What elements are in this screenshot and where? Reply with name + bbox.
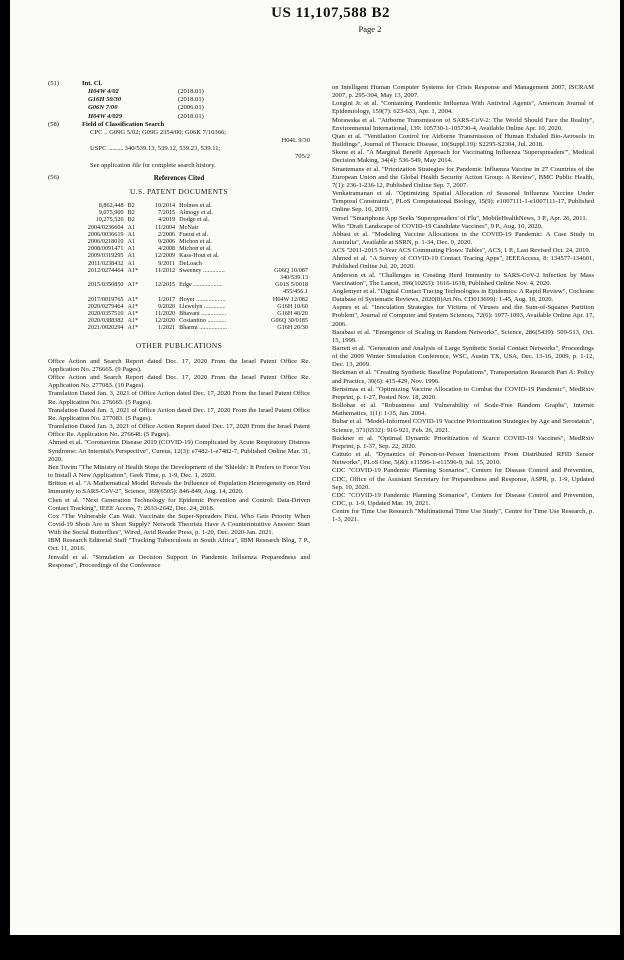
int-cl-row [82,88,310,96]
patent-class [251,209,311,216]
publication-entry: Translation Dated Jan. 3, 2021 of Office Action Report dated Dec. 17, 2020 From the Israel Patent Office Re. Application No. 276648. (5 Pages). [48,423,310,439]
patent-class [251,216,311,223]
patent-date: 4/2008 [157,245,176,253]
publication-entry: Straetemans et al. "Priorization Strategies for Pandemic Influenza Vaccine in 27 Countries of the European Union and the Global Health Security Action Group: A Review", BMC Public Health, 7(1): 236-1-236-12, Published Online Sep. 7, 2007. [332,165,594,189]
patent-row [70,238,310,245]
patent-row [70,288,310,295]
other-publications-heading: OTHER PUBLICATIONS [135,340,223,350]
publication-entry: Ben Tovim "The Ministry of Health Stops the Development of the 'Shields': It Prefers to Force You to Install A New Application", Geek Time, p. 1-9, Dec. 1, 2020. [48,463,310,480]
classification-version: (2018.01) [178,112,204,120]
patent-row [70,202,310,209]
patent-no: 2020/0279464 [87,302,124,310]
int-cl-label: Int. Cl. [82,80,102,87]
patent-no: 2006/0218010 [87,238,124,246]
patent-date [143,274,177,281]
patent-no: 2011/0238432 [88,259,124,267]
patent-no: 2009/0319295 [87,252,124,260]
patent-kind: B2 [127,209,135,217]
patent-row [70,310,310,317]
patent-date: 4/2019 [157,216,176,224]
patent-class: G16H 20/30 [277,324,308,332]
patent-inventor: McNair [179,223,199,231]
patent-row [70,209,310,216]
patent-date: 12/2020 [154,317,176,325]
publication-entry: Anglemyer et al. "Digital Contact Tracing Technologies in Epidemics: A Rapid Review", Cochrane Database of Systematic Reviews, 2020(8)Art.No. CD013699): 1-45, Aug. 18, 2020. [332,287,594,304]
publication-entry: CDC "COVID-19 Pandemic Planning Scenarios", Centers for Disease Control and Prevention, CDC, p. 1-9, Updated Mar. 19, 2021. [332,491,594,507]
publication-entry: Who "Draft Landscape of COVID-19 Candidate Vaccines", 9 P., Aug. 10, 2020. [332,222,543,230]
patent-class [251,202,311,209]
int-cl-section [48,80,310,121]
right-column [332,84,594,524]
patent-inventor: Hoyer ................... [179,295,226,303]
patent-no: 2017/0019765 [87,295,124,303]
patent-date [143,288,177,295]
patent-no: 2021/0020294 [87,324,124,332]
patent-row [70,267,310,274]
patent-inventor: Edge ................... [179,281,223,289]
patent-kind: A1 [127,223,136,231]
patent-class: G16H 10/60 [277,302,308,310]
int-cl-row [82,96,310,104]
patent-date: 1/2017 [157,295,176,303]
patent-inventor [177,274,250,281]
patent-class: G06Q 30/0185 [271,317,308,325]
publication-entry: Britton et al. "A Mathematical Model Reveals the Influence of Population Heterogeneity on Herd Immunity to SARS-CoV-2", Science, 369(6505): 846-849, Aug. 14, 2020. [48,480,310,496]
classification-version: (2018.01) [178,88,204,96]
uspc-continuation: 705/2 [294,153,310,161]
publication-entry: Translation Dated Jan. 3, 2021 of Office Action dated Dec. 17, 2020 From the Israel Patent Office Re. Application No. 276665. (5 Pages). [48,390,310,406]
patent-kind: A1 [127,252,136,260]
patent-inventor: Fuerst et al. [179,230,209,238]
patent-class: 340/539.13 [279,274,308,282]
patent-inventor: Dodge et al. [179,216,210,224]
patent-kind: A1 [127,245,136,253]
patent-no: 2012/0274464 [87,266,124,274]
patent-kind: A1* [127,295,139,303]
publication-entry: Aspnes et al. "Inoculation Strategies for Victims of Viruses and the Sum-of-Squares Partition Problem", Journal of Computer and System Sciences, 72(6): 1077-1093, Available Online Apr. 17, 2006. [332,304,594,328]
uspc-line [48,145,310,153]
patent-class [251,245,311,252]
publication-entry: Bubar et al. "Model-Informed COVID-19 Vaccine Prioritization Strategies by Age and Serostatus", Science, 371(6532): 916-921, Feb. 26, 2021. [332,418,594,434]
publication-entry: CDC "COVID-19 Pandemic Planning Scenarios", Centers for Disease Control and Prevention, CDC, Office of the Assistant Secretary for Preparedness and Response, ASPR, p. 1-9, Updated Sep. 10, 2020. [332,467,594,491]
patent-date: 11/2012 [155,266,176,274]
patent-class [251,231,311,238]
patent-row [70,281,310,288]
uspc-text: 340/539.13, 539.12, 539.23, 539.11; [124,145,221,153]
patent-date: 1/2021 [157,324,176,332]
field-label: Field of Classification Search [82,120,165,128]
bottom-bar [0,935,624,960]
patent-inventor: Holmes et al. [179,202,212,210]
patent-no: 2006/0036619 [87,230,124,238]
search-history-note: See application file for complete search history. [90,161,216,169]
publication-entry: Barabasi et al. "Emergence of Scaling in Random Networks", Science, 286(5439): 509-513, Oct. 15, 1999. [332,328,594,344]
publication-entry: Anderson et al. "Challenges in Creating Herd Immunity to SARS-CoV-2 Infection by Mass Vaccination", The Lancet, 396(10263): 1616-1618, Published Online Nov. 4, 2020. [332,271,594,287]
patent-class: G16H 40/20 [277,310,308,318]
int-cl-list [48,88,310,121]
patent-row [70,324,310,331]
patent-inventor: Kass-Hout et al. [179,252,220,260]
cpc-continuation: H04L 9/30 [281,137,310,145]
patent-kind: A1 [127,230,136,238]
patent-no [70,274,126,281]
patent-class: G06Q 10/087 [274,266,308,274]
patent-kind: A1 [127,259,136,267]
left-publications [48,358,310,570]
publication-entry: Ahmed et al. "A Survey of COVID-19 Contact Tracing Apps", IEEEAccess, 8: 134577-134601, Published Online Jul. 20, 2020. [332,255,594,271]
patent-kind: A1* [127,266,139,274]
section-number: (58) [48,120,59,128]
publication-entry: Abbasi et al. "Modeling Vaccine Allocations in the COVID-19 Pandemic: A Case Study in Australia", Available at SSRN, p. 1-34, Dec. 9, 2020. [332,230,594,246]
patent-date: 12/2009 [154,252,176,260]
patent-no: 2020/0388382 [87,317,124,325]
cpc-text: G09G 5/02; G09G 2354/00; G06K 7/10366; [109,128,227,136]
publication-entry: Barrett et al. "Generation and Analysis of Large Synthetic Social Contact Networks", Proceedings of the 2009 Winter Simulation Conference, WSC, Austin TX, USA, Dec. 13-16, 2009, p. 1-12, Dec. 13, 2009. [332,345,594,369]
patent-kind: B2 [127,216,135,224]
patent-inventor: Michon et al. [179,238,212,246]
us-patents-table [70,202,310,332]
int-cl-row [82,113,310,121]
uspc-label: USPC [90,145,107,153]
patent-inventor [177,288,250,295]
publication-entry: Office Action and Search Report dated Dec. 17, 2020 From the Israel Patent Office Re. Application No. 276665. (9 Pages). [48,357,310,373]
publication-entry: Jenvald et al. "Simulation as Decision Support in Pandemic Influenza Preparedness and Response", Proceedings of the Conference [48,553,310,569]
us-patent-documents-heading: U.S. PATENT DOCUMENTS [130,186,228,196]
uspc-dots: ........... [108,145,123,153]
patent-row [70,224,310,231]
patent-inventor: Bharmi .................. [179,324,228,332]
publication-entry: on Intelligent Human Computer Systems for Crisis Response and Management 2007, ISCRAM 2007, p. 295-304, May 13, 2007. [332,84,594,100]
patent-inventor: Sweeney .............. [179,266,225,274]
patent-date: 10/2014 [154,202,176,210]
classification-version: (2006.01) [178,104,204,112]
patent-class: G01S 5/0018 [275,281,308,289]
patent-row [70,252,310,259]
patent-row [70,296,310,303]
patent-no: 2020/0357510 [87,310,124,318]
patent-kind [126,288,144,295]
patent-no: 2004/0236604 [87,223,124,231]
page-number: Page 2 [358,24,382,34]
patent-row [70,260,310,267]
patent-no: 2015/0350850 [87,281,124,289]
publication-entry: Office Action and Search Report dated Dec. 17, 2020 From the Israel Patent Office Re. Application No. 277083. (10 Pages). [48,374,310,390]
patent-row [70,274,310,281]
patent-no: 9,075,909 [98,209,124,217]
section-number: (56) [48,173,59,181]
publication-entry: Qian et al. "Ventilation Control for Airborne Transmission of Human Exhaled Bio-Aerosols in Buildings", Journal of Thoracic Disease, 10(Suppl.19): S2295-S2304, Jul. 2018. [332,132,594,149]
patent-inventor: Almogy et al. [179,209,213,217]
classification-version: (2018.01) [178,96,204,104]
int-cl-row [82,104,310,112]
classification-code: H04W 4/02 [88,88,119,96]
patent-kind: A1* [127,302,139,310]
cpc-line [48,129,310,137]
classification-code: G06N 7/00 [88,104,118,112]
patent-kind: A1* [127,324,139,332]
publication-entry: Bertsimas et al. "Optimizing Vaccine Allocation to Combat the COVID-19 Pandemic", MedRxiv Preprint, p. 1-27, Posted Nov. 18, 2020. [332,385,594,401]
patent-date: 11/2020 [155,310,176,318]
publication-entry: Centre for Time Use Research "Multinational Time Use Study", Centre for Time Use Research, p. 1-3, 2021. [332,508,594,524]
publication-entry: Venkatramanan et al. "Optimizing Spatial Allocation of Seasonal Influenza Vaccine Under Temporal Constraints", PLoS Computational Biology, 15(9): e1007111-1-e1007111-17, Published Online Sep. 16, 2019. [332,190,594,214]
patent-page [10,0,620,935]
patent-date: 9/2011 [158,259,176,267]
patent-class: 455/456.1 [283,288,308,296]
left-column [48,80,310,570]
patent-class [251,224,311,231]
section-number: (51) [48,80,59,87]
patent-number: US 11,107,588 B2 [271,5,390,21]
patent-class [251,260,311,267]
publication-entry: ACS "2011-2015 5-Year ACS Commuting Flows: Tables", ACS, 1 P., Last Revised Oct. 24, 2019. [332,247,591,255]
patent-class [251,238,311,245]
publication-entry: Chen et al. "Next Generation Technology for Epidemic Prevention and Control: Data-Driven Contact Tracking", IEEE Access, 7: 2633-2642, Dec. 24, 2018. [48,496,310,512]
classification-code: H04W 4/029 [88,112,123,120]
patent-no: 2008/0091471 [87,245,124,253]
patent-no: 10,275,526 [95,216,124,224]
patent-kind: B2 [127,202,135,210]
cpc-label: CPC .. [90,128,108,136]
publication-entry: Cox "The Vulnerable Can Wait. Vaccinate the Super-Spreaders First. Who Gets Priority When Covid-19 Shots Are in Short Supply? Network Theorists Have A Counterintuitive Answer: Start With the Social Butterflies", Wired, Avid Reader Press, p. 1-20, Dec. 2020-Jan. 2021. [48,512,310,537]
publication-entry: Cattuto et al. "Dynamics of Person-to-Person Interactions From Distributed RFID Sensor Networks", PLoS One, 5(&): e11596-1-e11596-9, Jul. 15, 2010. [332,451,594,467]
patent-kind: A1* [127,310,139,318]
publication-entry: Skene et al. "A Marginal Benefit Approach for Vaccinating Influenza 'Superspreaders'", Medical Decision Making, 34(4): 536-549, May 2014. [332,149,594,165]
publication-entry: IBM Research Editorial Staff "Tracking Tuberculosis in South Africa", IBM Research Blog, 7 P., Oct. 11, 2016. [48,537,310,553]
publication-entry: Longini Jr. et al. "Containing Pandemic Influenza With Antiviral Agents", American Journal of Epidemiology, 159(7): 623-633, Apr. 1, 2004. [332,100,594,116]
patent-date: 2/2006 [157,230,176,238]
patent-date: 11/2004 [155,223,176,231]
patent-class [251,252,311,259]
patent-date: 9/2020 [157,302,176,310]
references-section [48,174,310,570]
publication-entry: Versel "Smartphone App Seeks 'Superspreaders' of Flu", MobileHealthNews, 3 P., Apr. 26, 2011. [332,214,588,222]
field-section [48,121,310,170]
publication-entry: Translation Dated Jan. 3, 2021 of Office Action dated Dec. 17, 2020 From the Israel Patent Office Re. Application No. 277083. (5 Pages). [48,406,310,422]
patent-class: H04W 12/082 [272,295,308,303]
patent-no [70,288,126,295]
page-header [10,4,620,22]
patent-row [70,245,310,252]
patent-kind: A1* [127,317,139,325]
patent-row [70,303,310,310]
patent-kind: A1 [127,238,136,246]
publication-entry: Bollobas et al. "Robustness and Vulnerability of Scale-Free Random Graphs", Internet Mathematics, 1(1): 1-35, Jan. 2004. [332,402,594,418]
patent-kind [126,274,144,281]
patent-row [70,231,310,238]
publication-entry: Ahmed et al. "Coronavirus Disease 2019 (COVID-19) Complicated by Acute Respiratory Distress Syndrome: An Internist's Perspective", Cureus, 12(3): e7482-1-e7482-7, Published Online Mar. 31, 2020. [48,439,310,463]
patent-inventor: Bhavani ................ [179,310,227,318]
publication-entry: Buckner et al. "Optimal Dynamic Prioritization of Scarce COVID-19 Vaccines", MedRxiv Preprint, p. 1-37, Sep. 22, 2020. [332,434,594,450]
patent-kind: A1* [127,281,139,289]
publication-entry: Beckman et al. "Creating Synthetic Baseline Populations", Transportation Research Part A: Policy and Practice, 30(6): 415-429, Nov. 1996. [332,369,594,385]
patent-inventor: Michon et al. [179,245,212,253]
patent-row [70,317,310,324]
patent-date: 9/2006 [157,238,176,246]
patent-inventor: Costantino ............ [179,317,227,325]
patent-row [70,216,310,223]
publication-entry: Morawska et al. "Airborne Transmission of SARS-CoV-2: The World Should Face the Reality", Environmental International, 139: 105730-1-105730-4, Available Online Apr. 10, 2020. [332,116,594,132]
patent-no: 8,862,448 [98,202,124,210]
classification-code: G16H 50/30 [88,96,122,104]
references-heading: References Cited [153,173,205,182]
patent-date: 12/2015 [154,281,176,289]
patent-date: 7/2015 [157,209,176,217]
patent-inventor: DeLoach [179,259,202,267]
patent-inventor: Llewelyn .............. [179,302,226,310]
